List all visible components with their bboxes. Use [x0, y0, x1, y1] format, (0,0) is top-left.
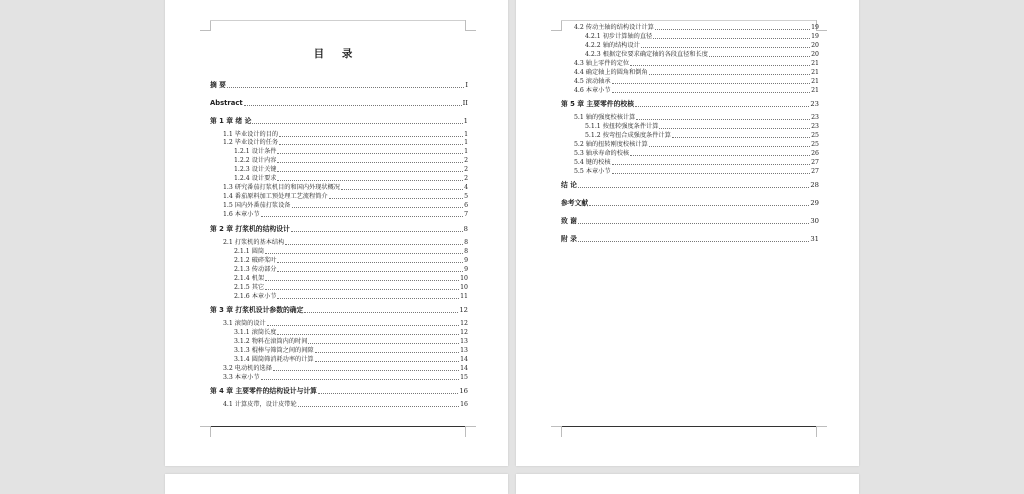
toc-entry-label: 2.1.6 本章小节 — [234, 293, 277, 300]
toc-leader-dots — [277, 162, 463, 163]
toc-entry[interactable] — [210, 257, 468, 264]
toc-entry-page-number: 1 — [463, 117, 468, 125]
toc-entry-page-number: 25 — [811, 141, 819, 148]
header-line — [210, 20, 465, 21]
toc-entry-label: 1.1 毕业设计的目的 — [223, 131, 279, 138]
toc-entry-label: 第 4 章 主要零件的结构设计与计算 — [210, 387, 317, 395]
toc-entry[interactable] — [561, 182, 819, 189]
toc-leader-dots — [308, 343, 459, 344]
toc-entry-page-number: 8 — [464, 239, 468, 246]
toc-leader-dots — [265, 253, 463, 254]
toc-entry-page-number: 12 — [460, 320, 468, 327]
toc-leader-dots — [277, 180, 463, 181]
toc-entry-page-number: 14 — [460, 356, 468, 363]
toc-entry[interactable] — [210, 211, 468, 218]
toc-leader-dots — [279, 136, 463, 137]
toc-entry-page-number: 16 — [460, 401, 468, 408]
toc-entry[interactable] — [561, 101, 819, 108]
toc-entry-label: 摘 要 — [210, 81, 226, 89]
toc-entry-label: 1.2 毕业设计的任务 — [223, 139, 279, 146]
toc-entry[interactable] — [210, 356, 468, 363]
toc-entry-page-number: 1 — [464, 139, 468, 146]
footer-line — [558, 426, 818, 427]
toc-leader-dots — [285, 244, 463, 245]
toc-entry-page-number: 23 — [810, 100, 819, 108]
toc-entry-page-number: 26 — [811, 150, 819, 157]
toc-entry[interactable] — [210, 100, 468, 107]
toc-entry-label: 1.6 本章小节 — [223, 211, 260, 218]
toc-entry[interactable] — [561, 33, 819, 40]
toc-entry-page-number: 23 — [811, 123, 819, 130]
toc-leader-dots — [298, 406, 459, 407]
toc-leader-dots — [273, 370, 459, 371]
toc-entry[interactable] — [210, 82, 468, 89]
toc-entry[interactable] — [561, 87, 819, 94]
toc-entry[interactable] — [210, 131, 468, 138]
margin-mark-bottom-left — [200, 426, 211, 437]
toc-entry-label: 附 录 — [561, 235, 577, 243]
toc-leader-dots — [267, 325, 459, 326]
toc-entry-label: 1.2.4 设计要求 — [234, 175, 277, 182]
toc-entry[interactable] — [561, 159, 819, 166]
header-line — [561, 20, 816, 21]
toc-entry-page-number: 21 — [811, 87, 819, 94]
toc-entry-label: 2.1.1 圆筒 — [234, 248, 265, 255]
toc-entry[interactable] — [561, 123, 819, 130]
toc-leader-dots — [244, 105, 462, 106]
toc-entry-page-number: 13 — [460, 338, 468, 345]
toc-leader-dots — [672, 137, 810, 138]
toc-entry-label: 3.1.4 圆筒筛消耗功率的计算 — [234, 356, 314, 363]
toc-entry-label: Abstract — [210, 99, 243, 107]
toc-leader-dots — [304, 312, 458, 313]
toc-entry-label: 2.1.5 其它 — [234, 284, 265, 291]
toc-entry-page-number: 10 — [460, 275, 468, 282]
toc-entry-label: 2.1.3 传动部分 — [234, 266, 277, 273]
toc-entry-page-number: II — [462, 99, 468, 107]
toc-leader-dots — [630, 65, 810, 66]
toc-entry-label: 4.5 滚动轴承 — [574, 78, 611, 85]
toc-entry-page-number: 31 — [810, 235, 819, 243]
toc-entry-label: 1.4 番茄原料加工预处理工艺流程简介 — [223, 193, 328, 200]
toc-entry-page-number: 28 — [810, 181, 819, 189]
toc-entry[interactable] — [561, 218, 819, 225]
toc-entry-page-number: 29 — [810, 199, 819, 207]
document-page-1 — [165, 0, 508, 466]
toc-leader-dots — [279, 144, 463, 145]
toc-entry-label: 4.1 计算皮带，设计皮带轮 — [223, 401, 297, 408]
toc-entry-label: 第 2 章 打浆机的结构设计 — [210, 225, 290, 233]
toc-entry-label: 5.4 键的校核 — [574, 159, 611, 166]
toc-entry-label: 5.3 轴承寿命的校核 — [574, 150, 630, 157]
toc-entry-page-number: 14 — [460, 365, 468, 372]
toc-leader-dots — [265, 289, 459, 290]
toc-entry-label: 4.2.2 轴的结构设计 — [585, 42, 640, 49]
toc-leader-dots — [636, 119, 810, 120]
toc-entry[interactable] — [561, 78, 819, 85]
toc-leader-dots — [578, 187, 809, 188]
toc-entry-label: 5.2 轴的扭转刚度校核计算 — [574, 141, 648, 148]
toc-entry-page-number: 1 — [464, 131, 468, 138]
toc-entry[interactable] — [210, 166, 468, 173]
toc-entry[interactable] — [210, 139, 468, 146]
toc-entry-label: 2.1.4 机架 — [234, 275, 265, 282]
toc-entry[interactable] — [210, 347, 468, 354]
toc-entry-label: 第 1 章 绪 论 — [210, 117, 252, 125]
toc-entry-page-number: 16 — [459, 387, 468, 395]
toc-leader-dots — [227, 87, 464, 88]
toc-entry[interactable] — [210, 374, 468, 381]
toc-leader-dots — [291, 231, 463, 232]
toc-leader-dots — [277, 171, 463, 172]
toc-entry-page-number: 27 — [811, 159, 819, 166]
toc-entry-label: 5.1.2 按弯扭合成强度条件计算 — [585, 132, 671, 139]
toc-entry-page-number: 21 — [811, 78, 819, 85]
toc-entry-page-number: 23 — [811, 114, 819, 121]
toc-entry[interactable] — [210, 175, 468, 182]
toc-leader-dots — [578, 223, 809, 224]
toc-entry-label: 1.2.3 设计关键 — [234, 166, 277, 173]
toc-entry-page-number: 4 — [464, 184, 468, 191]
toc-leader-dots — [252, 123, 462, 124]
toc-entry-label: 4.2.3 根据定位要求确定轴的各段直径和长度 — [585, 51, 708, 58]
toc-entry-label: 2.1.2 破碎桨叶 — [234, 257, 277, 264]
toc-entry[interactable] — [210, 388, 468, 395]
toc-entry[interactable] — [561, 51, 819, 58]
toc-entry[interactable] — [210, 193, 468, 200]
toc-entry-page-number: 12 — [459, 306, 468, 314]
toc-entry[interactable] — [210, 248, 468, 255]
document-page-3 — [165, 474, 508, 494]
toc-entry[interactable] — [210, 284, 468, 291]
toc-entry-page-number: 9 — [464, 257, 468, 264]
toc-entry[interactable] — [561, 200, 819, 207]
toc-leader-dots — [589, 205, 809, 206]
toc-entry-page-number: 9 — [464, 266, 468, 273]
toc-entry-label: 3.1.2 物料在滚筒内的时间 — [234, 338, 308, 345]
toc-leader-dots — [261, 216, 464, 217]
toc-entry-page-number: 25 — [811, 132, 819, 139]
toc-entry-page-number: 30 — [810, 217, 819, 225]
document-page-2 — [516, 0, 859, 466]
toc-entry-label: 5.1.1 按扭转强度条件计算 — [585, 123, 659, 130]
toc-leader-dots — [277, 153, 463, 154]
toc-leader-dots — [612, 164, 811, 165]
toc-leader-dots — [630, 155, 810, 156]
toc-entry[interactable] — [210, 157, 468, 164]
toc-leader-dots — [612, 173, 811, 174]
toc-leader-dots — [659, 128, 810, 129]
toc-leader-dots — [265, 280, 459, 281]
toc-entry-page-number: 1 — [464, 148, 468, 155]
toc-entry[interactable] — [561, 114, 819, 121]
toc-entry-page-number: 2 — [464, 157, 468, 164]
toc-entry-label: 5.1 轴的强度校核计算 — [574, 114, 636, 121]
toc-entry-page-number: 27 — [811, 168, 819, 175]
toc-entry-label: 4.6 本章小节 — [574, 87, 611, 94]
margin-mark-bottom-right — [816, 426, 827, 437]
toc-entry-label: 1.5 国内外番茄打浆设备 — [223, 202, 291, 209]
toc-entry-label: 结 论 — [561, 181, 577, 189]
toc-entry[interactable] — [210, 148, 468, 155]
toc-entry-label: 第 3 章 打浆机设计参数的确定 — [210, 306, 304, 314]
toc-entry-label: 4.3 轴上零件的定位 — [574, 60, 630, 67]
toc-entry[interactable] — [210, 266, 468, 273]
toc-entry-page-number: 19 — [811, 33, 819, 40]
toc-entry[interactable] — [210, 118, 468, 125]
toc-leader-dots — [612, 92, 811, 93]
toc-entry-page-number: 20 — [811, 51, 819, 58]
toc-entry-page-number: 6 — [464, 202, 468, 209]
toc-entry[interactable] — [210, 239, 468, 246]
toc-entry[interactable] — [561, 168, 819, 175]
toc-entry-page-number: 21 — [811, 69, 819, 76]
toc-leader-dots — [649, 146, 810, 147]
toc-entry-label: 4.4 确定轴上的圆角和倒角 — [574, 69, 648, 76]
toc-entry-label: 2.1 打浆机的基本结构 — [223, 239, 285, 246]
toc-leader-dots — [578, 241, 809, 242]
document-page-4 — [516, 474, 859, 494]
toc-leader-dots — [635, 106, 809, 107]
toc-entry[interactable] — [210, 184, 468, 191]
toc-entry[interactable] — [561, 60, 819, 67]
toc-leader-dots — [649, 74, 810, 75]
toc-entry[interactable] — [561, 150, 819, 157]
toc-leader-dots — [641, 47, 810, 48]
toc-entry[interactable] — [210, 365, 468, 372]
toc-entry[interactable] — [210, 226, 468, 233]
toc-leader-dots — [315, 361, 460, 362]
toc-entry[interactable] — [210, 320, 468, 327]
toc-leader-dots — [277, 271, 463, 272]
toc-entry-page-number: 11 — [460, 293, 468, 300]
toc-entry-page-number: 13 — [460, 347, 468, 354]
toc-entry[interactable] — [561, 236, 819, 243]
toc-entry-page-number: 15 — [460, 374, 468, 381]
toc-entry-page-number: 2 — [464, 175, 468, 182]
toc-entry-label: 参考文献 — [561, 199, 589, 207]
toc-entry[interactable] — [210, 202, 468, 209]
toc-entry[interactable] — [210, 307, 468, 314]
toc-entry[interactable] — [561, 141, 819, 148]
margin-mark-top-right — [465, 20, 476, 31]
toc-leader-dots — [329, 198, 463, 199]
toc-entry-page-number: 7 — [464, 211, 468, 218]
toc-title: 目 录 — [313, 48, 360, 60]
toc-entry-label: 1.3 研究番茄打浆机目的和国内外现状概况 — [223, 184, 340, 191]
toc-entry[interactable] — [210, 329, 468, 336]
toc-leader-dots — [612, 83, 811, 84]
toc-entry-label: 3.2 电动机的选择 — [223, 365, 272, 372]
toc-entry-page-number: 2 — [464, 166, 468, 173]
toc-entry-page-number: 12 — [460, 329, 468, 336]
toc-leader-dots — [277, 334, 459, 335]
toc-entry-label: 3.3 本章小节 — [223, 374, 260, 381]
toc-leader-dots — [261, 379, 460, 380]
toc-leader-dots — [653, 38, 810, 39]
toc-entry[interactable] — [210, 293, 468, 300]
toc-entry-page-number: 21 — [811, 60, 819, 67]
toc-entry[interactable] — [210, 338, 468, 345]
toc-entry-label: 3.1.1 滚筒长度 — [234, 329, 277, 336]
toc-entry-page-number: I — [465, 81, 468, 89]
toc-entry[interactable] — [210, 401, 468, 408]
footer-line — [207, 426, 467, 427]
toc-entry-label: 第 5 章 主要零件的校核 — [561, 100, 634, 108]
toc-entry-label: 4.2.1 初步计算轴的直径 — [585, 33, 653, 40]
toc-entry-label: 致 谢 — [561, 217, 577, 225]
toc-entry-page-number: 19 — [811, 24, 819, 31]
toc-entry-label: 5.5 本章小节 — [574, 168, 611, 175]
toc-entry-page-number: 5 — [464, 193, 468, 200]
toc-leader-dots — [277, 262, 463, 263]
toc-entry[interactable] — [561, 132, 819, 139]
toc-leader-dots — [315, 352, 460, 353]
toc-entry-label: 1.2.1 设计条件 — [234, 148, 277, 155]
margin-mark-bottom-right — [465, 426, 476, 437]
toc-leader-dots — [277, 298, 459, 299]
toc-entry-page-number: 10 — [460, 284, 468, 291]
toc-entry-label: 3.1 滚筒的设计 — [223, 320, 266, 327]
toc-entry-page-number: 20 — [811, 42, 819, 49]
toc-entry-page-number: 8 — [464, 248, 468, 255]
toc-entry[interactable] — [561, 42, 819, 49]
toc-entry-label: 3.1.3 棍棒与筛筒之间的间隙 — [234, 347, 314, 354]
toc-leader-dots — [655, 29, 810, 30]
toc-leader-dots — [318, 393, 458, 394]
toc-leader-dots — [341, 189, 463, 190]
toc-entry[interactable] — [561, 24, 819, 31]
margin-mark-bottom-left — [551, 426, 562, 437]
toc-entry[interactable] — [561, 69, 819, 76]
toc-leader-dots — [292, 207, 464, 208]
toc-entry[interactable] — [210, 275, 468, 282]
toc-leader-dots — [709, 56, 810, 57]
toc-entry-label: 4.2 传动主轴的结构设计计算 — [574, 24, 654, 31]
toc-entry-page-number: 8 — [463, 225, 468, 233]
toc-entry-label: 1.2.2 设计内容 — [234, 157, 277, 164]
margin-mark-top-left — [200, 20, 211, 31]
